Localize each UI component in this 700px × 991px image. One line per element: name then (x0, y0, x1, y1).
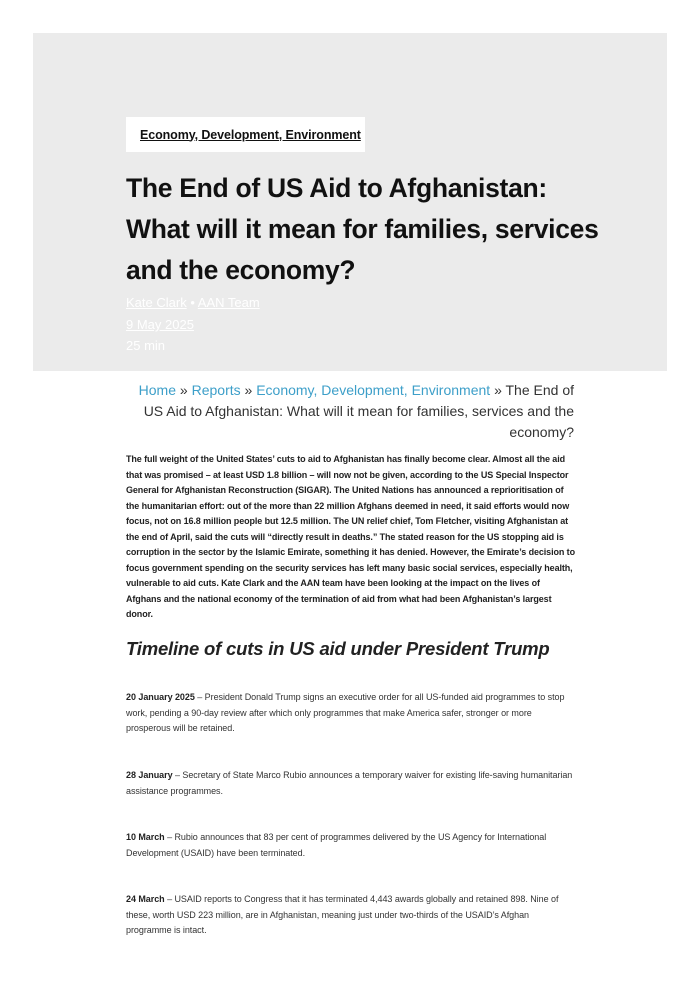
timeline-item (126, 830, 576, 861)
article-authors (126, 293, 260, 313)
breadcrumb-separator: » (179, 382, 188, 398)
date-link[interactable]: 9 May 2025 (126, 317, 194, 332)
breadcrumb-separator: » (244, 382, 253, 398)
timeline-text: – Secretary of State Marco Rubio announces a temporary waiver for existing life-saving humanitarian assistance programmes. (126, 770, 573, 796)
timeline-item (126, 690, 576, 737)
article-title: The End of US Aid to Afghanistan: What will it mean for families, services and the economy? (126, 173, 599, 285)
breadcrumb-category[interactable]: Economy, Development, Environment (256, 382, 491, 398)
breadcrumb-reports[interactable]: Reports (191, 382, 241, 398)
category-tag (126, 117, 365, 152)
timeline-date: 28 January (126, 770, 173, 780)
timeline-date: 10 March (126, 832, 165, 842)
section-heading: Timeline of cuts in US aid under President Trump (126, 638, 550, 659)
timeline-item (126, 892, 576, 939)
author-separator: • (190, 295, 195, 310)
breadcrumb-home[interactable]: Home (138, 382, 177, 398)
timeline-text: – President Donald Trump signs an executive order for all US-funded aid programmes to stop work, pending a 90-day review after which only programmes that make America safer, stronger or more prosperous will be retained. (126, 692, 565, 733)
timeline-date: 24 March (126, 894, 165, 904)
article-lead: The full weight of the United States’ cuts to aid to Afghanistan has finally become clear. Almost all the aid that was promised – at least USD 1.8 billion – will now not be given, according to the US Special Inspector General for Afghanistan Reconstruction (SIGAR). The United Nations has announced a reprioritisation of the humanitarian effort: out of the more than 22 million Afghans deemed in need, it said efforts would now focus, not on 16.8 million people but 12.5 million. The UN relief chief, Tom Fletcher, visiting Afghanistan at the end of April, said the cuts will “directly result in deaths.” The stated reason for the US stopping aid is corruption in the sector by the Islamic Emirate, something it has denied. However, the Emirate’s decision to focus government spending on the security services has left many basic social services, especially health, vulnerable to aid cuts. Kate Clark and the AAN team have been looking at the impact on the lives of Afghans and the national economy of the termination of aid from what had been Afghanistan’s largest donor. (126, 454, 575, 619)
breadcrumb-separator: » (494, 382, 502, 398)
article-date (126, 315, 194, 335)
team-link[interactable]: AAN Team (197, 295, 260, 310)
timeline-text: – Rubio announces that 83 per cent of programmes delivered by the US Agency for International Development (USAID) have been terminated. (126, 832, 547, 858)
author-link[interactable]: Kate Clark (126, 295, 187, 310)
breadcrumb-current: The End of US Aid to Afghanistan: What will it mean for families, services and the economy? (143, 382, 574, 440)
breadcrumb (126, 380, 574, 443)
timeline-item (126, 768, 576, 799)
timeline-date: 20 January 2025 (126, 692, 195, 702)
read-time: 25 min (126, 338, 166, 353)
timeline-text: – USAID reports to Congress that it has terminated 4,443 awards globally and retained 898. Nine of these, worth USD 223 million, are in Afghanistan, meaning just under two-thirds of the USAID’s Afghan programme is intact. (126, 894, 559, 935)
category-link[interactable]: Economy, Development, Environment (140, 127, 361, 142)
